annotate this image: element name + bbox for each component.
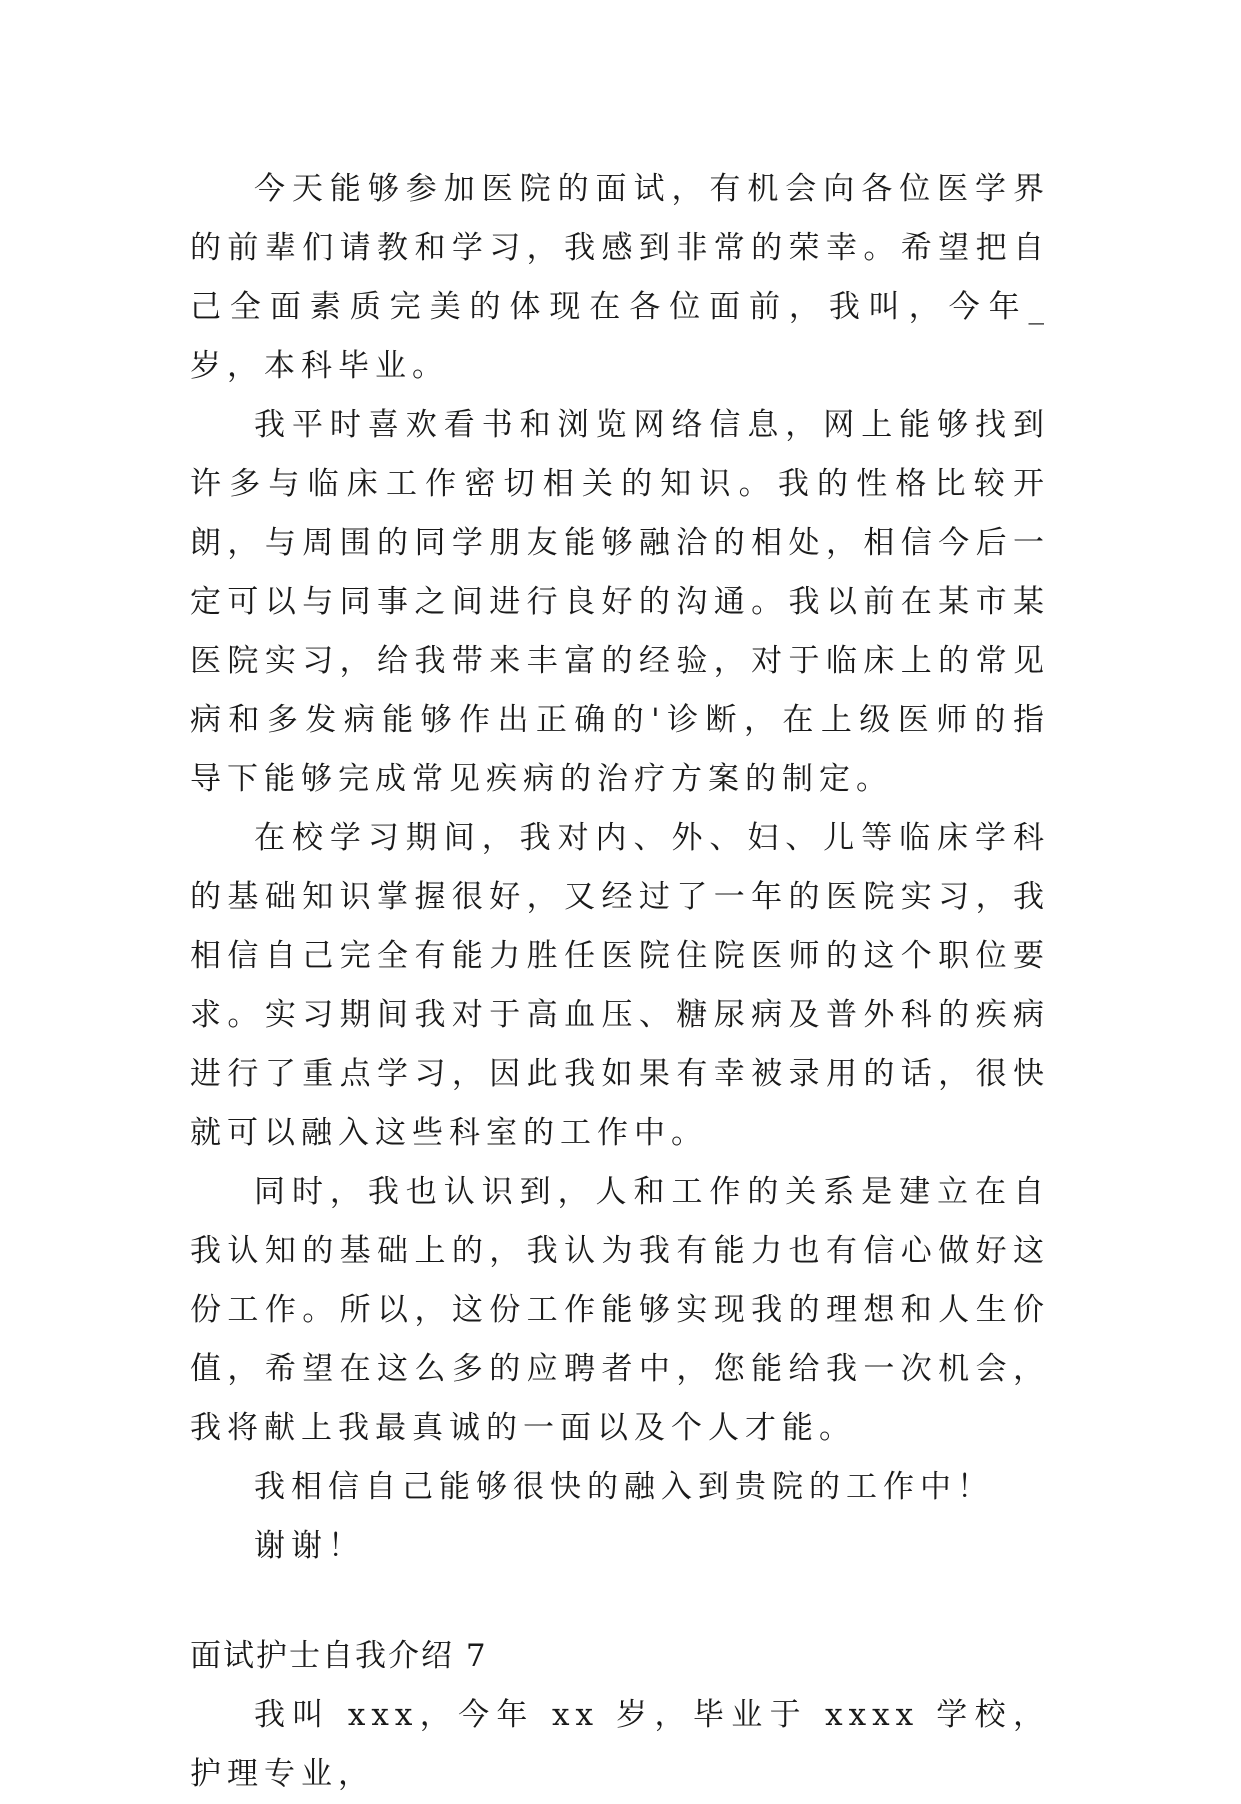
paragraph-study-period: 在校学习期间，我对内、外、妇、儿等临床学科的基础知识掌握很好，又经过了一年的医院实习，我相信自己完全有能力胜任医院住院医师的这个职位要求。实习期间我对于高血压、糖尿病及普外科的疾病进行了重点学习，因此我如果有幸被录用的话，很快就可以融入这些科室的工作中。 xyxy=(190,820,1050,1151)
section-heading: 面试护士自我介绍 7 xyxy=(190,1638,488,1674)
paragraph-interview-opening: 今天能够参加医院的面试，有机会向各位医学界的前辈们请教和学习，我感到非常的荣幸。希望把自己全面素质完美的体现在各位面前，我叫，今年_岁，本科毕业。 xyxy=(190,171,1050,384)
paragraph-personality-experience: 我平时喜欢看书和浏览网络信息，网上能够找到许多与临床工作密切相关的知识。我的性格比较开朗，与周围的同学朋友能够融洽的相处，相信今后一定可以与同事之间进行良好的沟通。我以前在某市某医院实习，给我带来丰富的经验，对于临床上的常见病和多发病能够作出正确的'诊断，在上级医师的指导下能够完成常见疾病的治疗方案的制定。 xyxy=(190,407,1050,797)
paragraph-self-awareness: 同时，我也认识到，人和工作的关系是建立在自我认知的基础上的，我认为我有能力也有信心做好这份工作。所以，这份工作能够实现我的理想和人生价值，希望在这么多的应聘者中，您能给我一次机会，我将献上我最真诚的一面以及个人才能。 xyxy=(190,1174,1050,1446)
paragraph-confidence: 我相信自己能够很快的融入到贵院的工作中！ xyxy=(254,1469,994,1505)
document-body xyxy=(190,160,1050,1804)
paragraph-section-intro: 我叫 xxx，今年 xx 岁，毕业于 xxxx 学校，护理专业， xyxy=(190,1697,1050,1792)
paragraph-thanks: 谢谢！ xyxy=(254,1528,365,1564)
